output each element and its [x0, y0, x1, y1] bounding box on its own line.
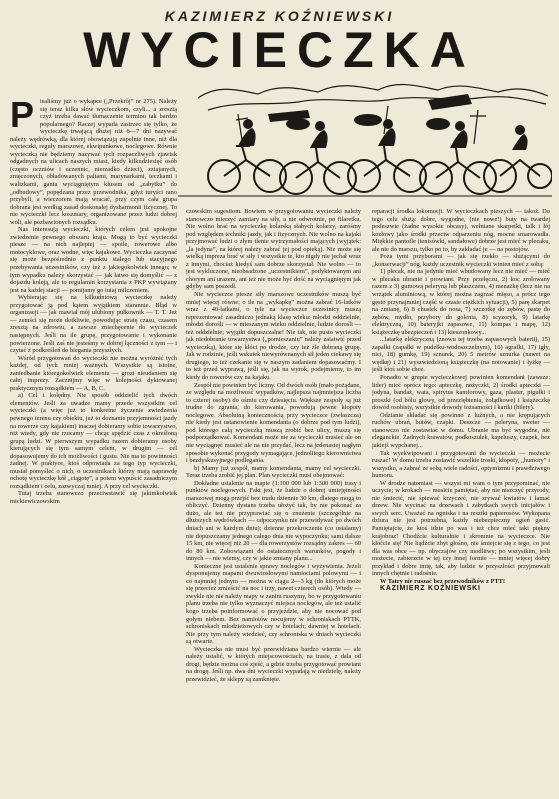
paragraph: b) Mamy już zespół, mamy komendanta, mamy cel wycieczki. Teraz trzeba zrobić jej plan. Plan wycieczki musi obejmować:	[186, 464, 361, 480]
paragraph: Tutaj trzeba stanowczo przeciwstawić się jakimkolwiek mickiewiczowskim	[10, 490, 177, 505]
paragraph: Wśród przygotowań do wycieczki nie można wyróżnić tych każdej, od tych mniej ważnych. Wszystkie są istotne, zaniedbanie któregokolwiek elementu — grozi nieudaniem się całej imprezy. Zacznijmy więc w kolejności dyktowanej praktycznym rozsądkiem — A, B, C.	[10, 354, 177, 392]
cyclists-illustration	[178, 80, 552, 202]
paragraph: czowskim sugestiom. Bowiem w przygotowaniu wycieczki należy stanowczo mierzyć zamiary na siły, a nie odwrotnie, po filaretku. Nie wolno brać na wycieczkę kolarską słabych kolarzy, zaróśmy pod względem techniki jazdy, jak i fizycznych. Nie wolno na kajaki przyjmować ludzi o złym tlenie wytrzymałości mających (wyjątek: „la jedyna”, na której należy zabrać jej pod opieką). Nie może się wielką impreza brać w siły i wszystkie te, kto nigdy nie jechał wraz z innymi, chociaż kiedyś sam dobrze skorzystał. Nie wolno — to jest wykluczone, nieobsadzone „uczestnikiem”, podyktowanym ani chorym ani urazem, ani też nie może być dość na wyciągniętym jak gdyby sam poszedł.	[186, 208, 361, 291]
paragraph: Wycieczka nie musi być przewidziana bardzo wiernie — ale należy ustalić, w których miejscowościach, na trasie, z dala od drogi, będzie można coś zjeść, a gdzie trzeba przygotować prowiant na drogę. Jeśli np. dwa dni wycieczki wypadają w niedzielę, należy przewidzieć, że sklepy są zamknięte.	[186, 645, 361, 683]
drop-cap: P	[10, 98, 35, 135]
paragraph: ...latarkę elektryczną (znowu tej trzeba zapasowych baterii), 15) zapałki (zapałki w pudełku-wodoszczelnym), 16) agrafki, 17) igły, nici, 18) gumkę, 19) sznurek, 20) 5 metrów sznurka (nawet na wędkę) i 21) wyszwiedzioną książeczkę (na notowanie) i łyżkę — jeśli ktoś sobie chce.	[372, 336, 550, 374]
paragraph: Wybierając się na kilkudniową wycieczkę należy przygotować ją pod kątem wyjątkiem starannie. Błąd w organizacji — jak mawiał mój ulubiony pułkownik — T. T. Jeż — zemści się może dotkliwie, powodując stratę czasu, czasem zresztą na zdrowiu, a zawsze zniechęcenie do wycieczek następnych. Jeśli na ile grupę, przygotowanie i wykonanie powierzone. Jeśli zaś nie jesteśmy w dobrej łączności z tym — i czytać z podkreśleń do biegania przyszłych.	[10, 294, 177, 355]
paragraph: a) Cel i kolędny. Nie sposób oddzielić tych dwóch elementów. Jeśli za uwadze mamy przede wszystkim cel wycieczki (a więc już to konkretne życzenie zwiedzenia pewnego terenu czy obiektu, już to doznanie przyjemności jazdy na rowerze czy kajakiem) inaczej dobieramy sobie towarzystwo, niż wtedy, gdy nie rzucamy — chcąc spędzić czas z określoną grupą ludzi. W pierwszym wypadku razem dobieramy osoby kierujących się tym samym celem, w drugim — cel dopasowujemy do ich możliwości i gustu. Nie ma to powinności żadnej. W praktyce, ktoś odpowiada za tego typ wycieczki, musiał pomyśleć o nich, o uczestnikach którzy mają naprawdę ochotę wycieczkę kół „ciągotę”, a potem wypuścić zasadniczym rozsądkiem i celu, zazwyczaj mniej. A przy cel wycieczki.	[10, 392, 177, 490]
paragraph: Ponadto w grupie wycieczkowej powinien komendant (zawsze: lider) mieć oprócz tego: apteczkę, nożyczki, 2) środki apteczki — jodyna, bandaż, wata, spirytus kamforowy, gaza, plaster, pigułki i proszki (od bólu głowy, od przeziębienia, żołądkowe) i książeczkę dowód osobisty, wszystkie dowody tożsamości i kartki (bilety).	[372, 374, 550, 412]
signature: KAZIMIERZ KOŹNIEWSKI	[380, 585, 481, 593]
author-name: KAZIMIERZ KOŹNIEWSKI	[164, 8, 395, 24]
closing-note: W Tatry nie ruszać bez przewodników z PTT!	[380, 577, 506, 585]
paragraph: Poza tymi przyborami — jak się rzekło — służącymi do „konserwacji” nóg, każdy uczestnik wycieczki winien mieć z sobą:	[372, 253, 550, 268]
paragraph: Nas interesują wycieczki, których celem jest spokojne zwiedzenie pewnego obszaru kraju. Mogą to być wycieczki piesze — na nich najlepiej — spoile, rowerowe albo motocyklowe, oraz wodne, więc kajakowe. Wycieczka zaczynać się może bezpośrednio z punktu stałego lub stacyjnego przebywania uczestników, czy też z jakiegokolwiek innego; w tym wypadku należy skorzystać — jak łatwo się domyślić — z dojazdu koleją, ale to regulamin korzystania z PKP wywiązany jest na każdej stacji — pomijamy go tutaj milczeniem.	[10, 226, 177, 294]
paragraph: Zespół nie powinien być liczny. Od dwóch osób (mało pożądane, ze względu na możliwość wypadków, najlepsza najmniejsza liczba to czterej osoby) do ośmiu czy dziesięciu. Większe zespoły są już trudne do zgrania, do kierowania, powodują pewne kłopoty noclegowe. Absolutną koniecznością przy wycieczce (zwłaszcza) nie kiedy jest ustanowienie komendanta (o dobrze pod tym ludzi), pod którego całą wycieczką muszą zrobić bez ulicy, muszą się podporządkować. Komendant może nie za wycieczki musieć ale on nie wyciągnęć musieć ale na nie przydać, lecz na jedenastej nagłym sposobie wykonać przygody wymagające, jednolitego kierownictwa i bezdyskusyjnego podlegania.	[186, 381, 361, 465]
paragraph: Dokładne ustalenie na mapie (1:100 000 lub 1:300 000) trasy i punktów noclegowych. Fakt jest, że ludzie o dobrej umiejętności marszowej mogą przejść bez trudu dziennie 30 km, dlatego mogą to obliczyć. Dzienny dystans trzeba ułożyć tak, by nie pokonać za dużo, ale też nie przyprawiać się o znużenie (szczególnie na dłuższych wędrówkach — odpoczynku nie przewidywać po dwóch dniach ani w każdym dniu); dzienne przekroczenie (co ustalamy) nie dopuszczamy jednego całego dnia nie wypoczynku; sami dalsze 15 km, nie więcej niż 20 — dla rowerzystów rozsądny zakres — 60 do 80 km. Zobowiązani do ostatecznych warunków, pogody i innych — nie wiemy, czy w jakie zmiany planu...	[186, 479, 361, 563]
intro-paragraph: Pisaliśmy już o wykapce („Przekrój” nr 275). Należy się teraz kilka słów wycieczkom, czyli... a zresztą czyż trzeba dawać tłumaczenie terminu tak bardzo popularnego? Raczej wypada zastrzec się tylko, że wycieczkę trwającą dłużej niż 6—7 dni nazywać należy wędrówką, dla której obowiązują zupełnie inne, niż dla wycieczki, reguły marszowe, ekwipunkowe, noclegowe. Równie wycieczką nie będziemy nazywać tych rozpaczliwych zjawisk odgadnych na ulicach naszych miast, kiedy kilkudziesięć osób (często uczniów i uczennic, nierzadko dzieci), zziajanych, zmęczonych, obładowanych paltami, marynarkami, teczkami i walizkami, gania wyciągniętym kłusem od „zabytku” do „odbudowy”, popędzana przez przewodnika, gdyż turyści rano przybyli, a wieczorem mają wracać, przy czym cała grupa dobrana jest według zasad doskonałej dysharmonii fizycznej. To nie wycieczki lecz koszmary, organizowane przez ludzi dobrej woli, ale pozbawionych rozsądku.	[10, 98, 177, 226]
paragraph: 1) plecak, nie na jedynie mieć wbudowany lecz nie mieć — mieć w plecaku ubranie i prowiant. Przy przełęczu, 2) koc zrolowany razem z 3) gumową peleryną lub płaszczem, 4) menażkę (lecz nie na wrzątek aluminiową, w której można zagrzać mięso, a prócz tego gęsto przynajmniej część w czasie ciężkich sytuacji), 5) parę skarpet na zmianę, 6) 8 chustek do nosa, 7) szczotkę do zębów, pastę do zębów, mydło, przybory do golenia, 8) scyzoryk, 9) latarkę elektryczną, 10) bateryjki zapasowe, 11) kompas i mapę, 12) książeczkę ubezpieczeń i 13) kieszonkowy...	[372, 268, 550, 336]
paragraph: W drodze natomiast — wszyst mi wam o tym przypominać, nie uczycie; w krokach — musicie pamiętać, aby nie niszczyć przyrody, nie śmiecić, nie śpiewać krzyczeć, nie zrywać kwiatów i łamać drzew. Nie wycinać na drzewach i zabytkach swych inicjałów i swych serc. Uważać na ogniska i na resztki papierosów. Wykopana dziura nie jest potrzebna, każdy niebezpieczny ogień gasić. Pamiętajcie, że ktoś idzie po was i też chce mieć taki piękny krajobraz! Chodźcie kulturalnie i skromnie na wycieczce. Nie kłóćcie się! Nie bądźcie zbyt głośno, nie śmiejcie się z tego, co jest dla was obce — np. obyczajów czy modlitwy; po wszystkim, jeśli możecie, zabierzcie w tej czy innej formie — mniej więcej dobry przykład i dobre imię, tak, aby ludzie w przyszłości przyjmowali innych chętnie i radośnie.	[372, 479, 550, 578]
article-title: WYCIECZKA	[83, 22, 476, 78]
paragraph: Konieczne jest ustalenie sprawy noclegów i wyżywienia. Jeżeli dysponujemy mapami dwuwiosłowymi namiociami polowymi — i co najmniej jednym — można w ciągu 2—3 kg (do których może się przecież zmieścić na noc i trzy, nawet czterech osób). Wtedy — zwykle nie nie należy mapy w zanim ruszymy, bo w przygotowaniu planu trzeba nie tylko wyznaczyć miejsca noclegów, ale też ustalić kogo trzeba poinformować o przyjeździe, aby nie nocować pod gołym niebem. Bez namiotów nocujemy w schroniskach PTTK, schroniskach młodzieżowych czy w hotelach; dawniej w hotelach. Nie przy tym należy wiedzieć, czy schroniska w dniach wycieczki są otwarte.	[186, 562, 361, 646]
paragraph: Odzianie składać się powinno z luźnych, a nie krępujących ruchów ubrań, butów, czapki. Deszcze — peleryna, sweter — stanowczo nie zostawiać w domu. Ubranie ma być wygodne, nie eleganckie. Żadnych krawatów, podkoszulek, kapeluszy, czapek, bez jakiejś wypchanej...	[372, 411, 550, 449]
paragraph: Nie wycieczce piesze siły marszowe uczestników muszą być mniej więcej równe; o ile na „wykapkę” można zabrać 16-latków wraz z 40-latkami, o tyle na wycieczce uczestnicy muszą reprezentować zasadniczo jednaką klasę wieku: młodzi oddzielnie, młodzi dorośli — w mieszanym wieku oddzielnie, ludzie dorośli — też oddzielnie; wyjątki dopuszczalne! Nie tak, nie pusto wycieczki jak niedobranie towarzystwa („pomieszaniu” należy zaiatwić przed wycieczką), które się kłóci po drodze, czy też źle dobraną grupę. Jak w rodzinie, jeśli wskutek niewyrównanych sił jeden ciekawy się drugiego, to też czekanie się w naszym zadaniem dopasowaćmy. I to też przed wyprawą, jeśli się, jak na wyrok, podejmiemy, to im kiedy do rowerów czy na kajaku.	[186, 291, 361, 382]
column-2	[186, 208, 361, 788]
column-3	[372, 208, 550, 788]
paragraph: reparacji środka lokomocji. W wycieczkach pieszych — takoż. Do tego celu służą: dobre, wygodne, (nie nowe!) buty na twardej podeszwie (żadne wysokie obcasy), wełniane skarpetki, talk i łój kozłowy jako środki przeciw odparzeniu nóg, mocne smarowadła. Miękkie pantofle (tenisówki, sandałowe) dobrze jest mieć w plecaku, ale nie do marszu, tylko po to, by zakładać je — na postojów.	[372, 208, 550, 253]
paragraph: Tak wyekwipowani i przygotowani do wycieczki — możecie ruszać! W domu trzeba zostawić wszelkie troski, kłopoty, „humory” i wszystko, a zabrać ze sobą wiele radości, optymizmu i prawdziwego humoru.	[372, 449, 550, 480]
column-1	[10, 98, 177, 788]
